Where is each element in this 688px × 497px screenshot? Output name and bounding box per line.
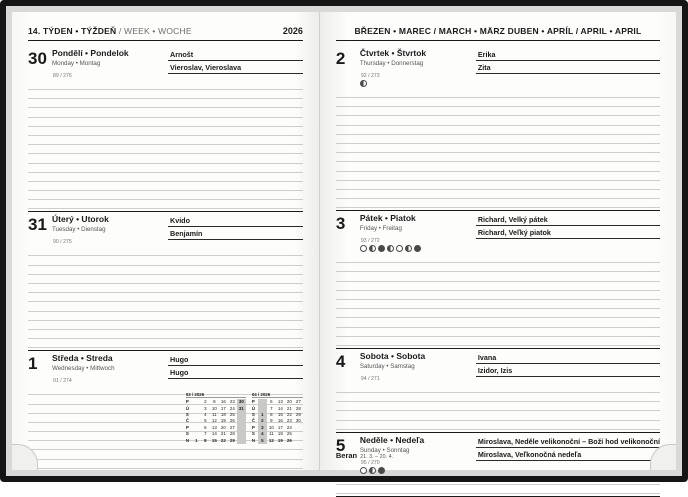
mini-day[interactable]: 25 bbox=[286, 431, 292, 437]
dow-label: Č bbox=[251, 418, 256, 424]
writing-lines[interactable] bbox=[28, 81, 303, 210]
mini-day-highlight[interactable]: 5 bbox=[258, 438, 267, 444]
day-name-secondary: Sunday • Sonntag bbox=[359, 446, 410, 454]
mini-day[interactable]: 22 bbox=[286, 411, 292, 417]
mini-day[interactable]: 15 bbox=[277, 411, 283, 417]
dow-label: P bbox=[251, 424, 255, 430]
month-label-primary-alt: / MARCH • MÄRZ bbox=[433, 26, 506, 36]
nameday-cz[interactable]: Ivana bbox=[476, 352, 660, 364]
day-count: 91 / 274 bbox=[53, 378, 72, 385]
nameday-sk[interactable]: Benjamín bbox=[168, 228, 303, 240]
mini-day[interactable] bbox=[294, 438, 303, 444]
day-header bbox=[336, 352, 660, 382]
day-header bbox=[28, 49, 303, 79]
mini-day[interactable]: 24 bbox=[229, 405, 235, 411]
mini-day[interactable]: 4 bbox=[204, 411, 207, 417]
mini-day[interactable]: 28 bbox=[295, 405, 301, 411]
dow-label: S bbox=[251, 411, 255, 417]
mini-day[interactable]: 17 bbox=[220, 405, 226, 411]
moon-phase-icon bbox=[360, 245, 367, 252]
nameday-cz[interactable]: Richard, Velký pátek bbox=[476, 214, 660, 226]
day-header bbox=[336, 49, 660, 79]
mini-day[interactable]: 14 bbox=[277, 405, 283, 411]
day-name-block bbox=[360, 49, 472, 79]
month-label-secondary-alt: / APRIL • APRIL bbox=[575, 26, 642, 36]
day-name-primary: Sobota • Sobota bbox=[359, 350, 426, 361]
mini-day[interactable]: 17 bbox=[277, 424, 283, 430]
day-name-secondary: Wednesday • Mittwoch bbox=[52, 365, 115, 373]
moon-phase-icon bbox=[414, 245, 421, 252]
mini-day[interactable]: 16 bbox=[277, 418, 283, 424]
mini-day[interactable]: 18 bbox=[220, 411, 226, 417]
mini-day[interactable]: 26 bbox=[286, 437, 292, 443]
day-number: 31 bbox=[28, 215, 47, 235]
mini-day[interactable]: 30 bbox=[295, 418, 301, 424]
dow-label: Ú bbox=[251, 405, 256, 411]
dow-label: S bbox=[185, 411, 189, 417]
mini-day[interactable]: 20 bbox=[286, 399, 292, 405]
right-page-header bbox=[336, 26, 660, 41]
dow-label: P bbox=[185, 399, 189, 405]
mini-day[interactable]: 6 bbox=[204, 424, 207, 430]
day-entry-3 bbox=[336, 214, 660, 349]
mini-day[interactable]: 2 bbox=[204, 399, 207, 405]
year-label: 2026 bbox=[282, 26, 303, 36]
left-page-header bbox=[28, 26, 303, 41]
moon-phase-row bbox=[360, 80, 660, 87]
mini-day[interactable]: 27 bbox=[295, 399, 301, 405]
nameday-cz[interactable]: Kvido bbox=[168, 215, 303, 227]
mini-day-highlight[interactable]: 30 bbox=[237, 399, 246, 405]
moon-phase-icon bbox=[378, 245, 385, 252]
mini-day[interactable]: 9 bbox=[270, 418, 273, 424]
moon-phase-icon bbox=[360, 467, 367, 474]
mini-day[interactable]: 9 bbox=[213, 399, 216, 405]
writing-lines[interactable] bbox=[28, 247, 303, 348]
moon-phase-icon bbox=[387, 245, 394, 252]
nameday-list bbox=[164, 354, 303, 379]
day-number: 4 bbox=[335, 351, 346, 371]
mini-calendar-title: 04 / 2026 bbox=[252, 392, 303, 399]
day-count: 94 / 271 bbox=[360, 375, 380, 382]
dow-label: S bbox=[185, 431, 189, 437]
mini-day[interactable]: 13 bbox=[211, 424, 217, 430]
moon-phase-row bbox=[360, 467, 660, 474]
day-name-block bbox=[52, 354, 164, 384]
mini-day[interactable]: 22 bbox=[220, 437, 226, 443]
day-name-secondary: Monday • Montag bbox=[52, 59, 101, 67]
zodiac-footer bbox=[336, 451, 393, 460]
nameday-sk[interactable]: Izidor, Izis bbox=[476, 365, 660, 377]
day-name-block bbox=[360, 352, 472, 382]
nameday-sk[interactable]: Miroslava, Veľkonočná nedeľa bbox=[476, 449, 660, 461]
day-name-secondary: Thursday • Donnerstag bbox=[359, 59, 424, 67]
mini-day[interactable]: 29 bbox=[229, 437, 235, 443]
nameday-list bbox=[472, 352, 660, 377]
mini-day[interactable]: 24 bbox=[286, 424, 292, 430]
dow-label: N bbox=[185, 437, 190, 443]
day-number: 2 bbox=[335, 49, 346, 68]
week-label bbox=[28, 26, 192, 36]
day-entry-31 bbox=[28, 215, 303, 351]
mini-day[interactable]: 6 bbox=[270, 399, 273, 405]
mini-day[interactable]: 19 bbox=[220, 418, 226, 424]
moon-phase-icon bbox=[369, 245, 376, 252]
day-entry-30 bbox=[28, 49, 303, 212]
writing-lines[interactable] bbox=[336, 89, 660, 208]
day-number: 5 bbox=[335, 435, 346, 455]
writing-lines[interactable] bbox=[336, 254, 660, 346]
month-label-secondary: DUBEN • APRÍL bbox=[507, 26, 574, 36]
mini-day[interactable]: 29 bbox=[295, 411, 301, 417]
mini-day[interactable]: 23 bbox=[286, 418, 292, 424]
nameday-sk[interactable]: Vieroslav, Vieroslava bbox=[168, 62, 303, 74]
moon-phase-row bbox=[360, 245, 660, 252]
nameday-list bbox=[472, 214, 660, 239]
mini-day[interactable]: 7 bbox=[204, 431, 207, 437]
day-name-primary: Neděle • Nedeľa bbox=[359, 434, 425, 445]
mini-day[interactable]: 14 bbox=[211, 431, 217, 437]
mini-calendar-april bbox=[252, 392, 303, 444]
moon-phase-icon bbox=[360, 80, 367, 87]
mini-day-highlight[interactable]: 2 bbox=[258, 418, 267, 424]
day-header bbox=[28, 354, 303, 384]
dow-label: S bbox=[251, 431, 255, 437]
nameday-list bbox=[472, 436, 660, 461]
nameday-cz[interactable]: Arnošt bbox=[168, 49, 303, 61]
nameday-cz[interactable]: Miroslava, Neděle velikonoční – Boží hod velikonoční bbox=[477, 436, 660, 446]
zodiac-range: 21. 3. – 20. 4. bbox=[360, 454, 394, 460]
mini-day[interactable]: 3 bbox=[204, 405, 207, 411]
mini-day[interactable]: 28 bbox=[229, 431, 235, 437]
mini-day[interactable]: 21 bbox=[286, 405, 292, 411]
day-header bbox=[28, 215, 303, 245]
mini-day[interactable]: 15 bbox=[211, 437, 217, 443]
nameday-list bbox=[164, 215, 303, 240]
dow-label: P bbox=[185, 424, 189, 430]
mini-calendar-grid bbox=[186, 399, 246, 444]
mini-calendars bbox=[186, 392, 303, 444]
day-count: 95 / 270 bbox=[360, 459, 380, 466]
day-count: 89 / 276 bbox=[53, 72, 72, 79]
mini-day[interactable]: 11 bbox=[212, 411, 217, 417]
mini-day-highlight[interactable]: 3 bbox=[258, 425, 267, 431]
mini-day[interactable]: 27 bbox=[229, 424, 235, 430]
mini-day[interactable]: 1 bbox=[195, 437, 198, 443]
writing-lines[interactable] bbox=[336, 384, 660, 430]
day-entry-5 bbox=[336, 436, 660, 497]
week-label-primary: 14. TÝDEN • TÝŽDEŇ bbox=[28, 26, 117, 36]
day-name-block bbox=[52, 215, 164, 245]
day-name-secondary: Saturday • Samstag bbox=[359, 362, 415, 370]
day-name-primary: Úterý • Utorok bbox=[52, 214, 109, 225]
day-name-primary: Čtvrtek • Štvrtok bbox=[359, 48, 427, 58]
day-number: 1 bbox=[28, 354, 38, 374]
right-page bbox=[320, 12, 676, 470]
moon-phase-icon bbox=[378, 467, 385, 474]
day-count: 92 / 273 bbox=[360, 72, 380, 79]
mini-day[interactable]: 20 bbox=[220, 424, 226, 430]
writing-lines[interactable] bbox=[336, 476, 660, 494]
months-label bbox=[336, 26, 660, 36]
mini-day[interactable]: 11 bbox=[269, 431, 274, 437]
day-number: 30 bbox=[28, 49, 47, 68]
mini-day[interactable]: 10 bbox=[211, 405, 217, 411]
left-page bbox=[12, 12, 320, 470]
dow-label: Ú bbox=[185, 405, 190, 411]
nameday-list bbox=[164, 49, 303, 74]
day-name-secondary: Friday • Freitag bbox=[359, 225, 402, 233]
day-name-secondary: Tuesday • Dienstag bbox=[52, 226, 106, 234]
day-number: 3 bbox=[335, 214, 346, 234]
page-spread bbox=[12, 12, 676, 470]
day-name-primary: Pondělí • Pondelok bbox=[52, 48, 129, 58]
mini-day[interactable]: 23 bbox=[229, 399, 235, 405]
nameday-cz[interactable]: Hugo bbox=[168, 354, 303, 366]
mini-day-highlight[interactable]: 1 bbox=[258, 412, 267, 418]
nameday-cz[interactable]: Erika bbox=[476, 49, 660, 61]
nameday-sk[interactable]: Richard, Veľký piatok bbox=[476, 227, 660, 239]
nameday-sk[interactable]: Zita bbox=[476, 62, 660, 74]
dow-label: Č bbox=[185, 418, 190, 424]
day-entry-2 bbox=[336, 49, 660, 211]
mini-calendar-title: 03 / 2026 bbox=[186, 392, 246, 399]
nameday-sk[interactable]: Hugo bbox=[168, 367, 303, 379]
mini-day[interactable]: 10 bbox=[268, 424, 274, 430]
paper-surface bbox=[12, 12, 676, 470]
nameday-list bbox=[472, 49, 660, 74]
mini-day[interactable]: 25 bbox=[229, 411, 235, 417]
mini-day[interactable]: 19 bbox=[277, 437, 283, 443]
day-name-block bbox=[52, 49, 164, 79]
dow-label: P bbox=[251, 399, 255, 405]
mini-day-highlight[interactable]: 31 bbox=[237, 406, 246, 412]
mini-day-highlight[interactable]: 4 bbox=[258, 431, 267, 437]
day-name-primary: Středa • Streda bbox=[52, 353, 113, 364]
day-count: 93 / 272 bbox=[360, 238, 380, 245]
day-count: 90 / 275 bbox=[53, 239, 72, 246]
dow-label: N bbox=[251, 437, 256, 443]
moon-phase-icon bbox=[369, 467, 376, 474]
mini-day[interactable]: 16 bbox=[220, 399, 226, 405]
day-entry-4 bbox=[336, 352, 660, 433]
mini-day-highlight[interactable] bbox=[237, 438, 246, 444]
day-name-primary: Pátek • Piatok bbox=[359, 213, 416, 224]
week-label-secondary: / WEEK • WOCHE bbox=[118, 26, 192, 36]
mini-day[interactable]: 12 bbox=[268, 437, 274, 443]
mini-day[interactable]: 8 bbox=[270, 411, 273, 417]
month-label-primary: BŘEZEN • MAREC bbox=[354, 26, 432, 36]
mini-day[interactable]: 7 bbox=[270, 405, 273, 411]
mini-day[interactable]: 12 bbox=[211, 418, 217, 424]
moon-phase-icon bbox=[405, 245, 412, 252]
mini-day[interactable]: 8 bbox=[204, 437, 207, 443]
mini-day[interactable]: 5 bbox=[204, 418, 207, 424]
day-name-block bbox=[360, 214, 472, 244]
mini-day[interactable]: 18 bbox=[277, 431, 283, 437]
zodiac-name: Beran bbox=[335, 451, 358, 460]
mini-day[interactable]: 26 bbox=[229, 418, 235, 424]
mini-day[interactable]: 21 bbox=[220, 431, 226, 437]
moon-phase-icon bbox=[396, 245, 403, 252]
mini-calendar-march bbox=[186, 392, 246, 444]
mini-day[interactable]: 13 bbox=[277, 399, 283, 405]
mini-calendar-grid bbox=[252, 399, 303, 444]
day-header bbox=[336, 214, 660, 244]
